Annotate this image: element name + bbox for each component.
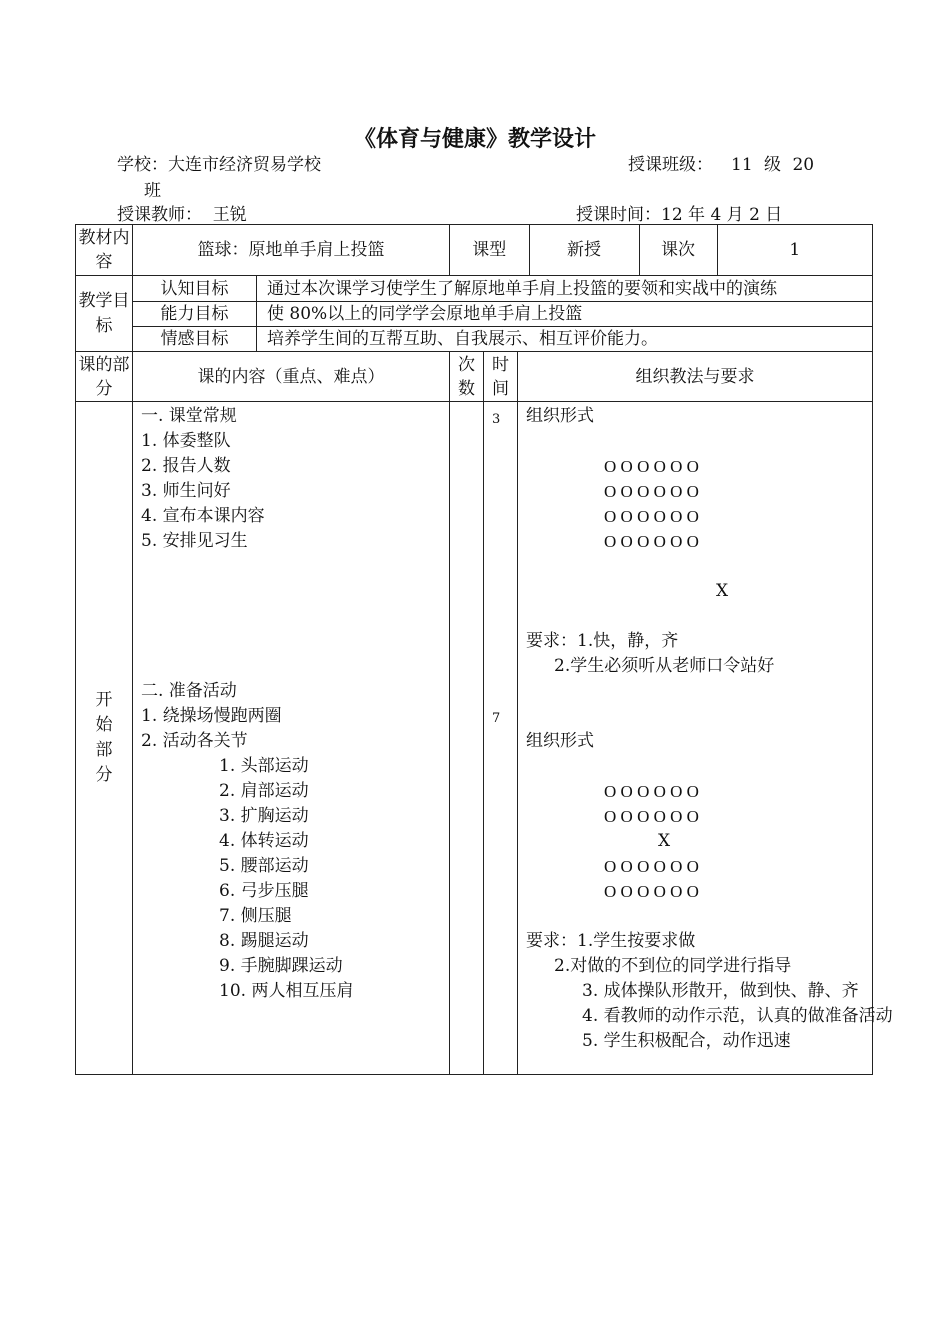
content-cell bbox=[133, 402, 450, 1075]
content-line: 5. 安排见习生 bbox=[141, 531, 248, 551]
duration-1: 3 bbox=[492, 412, 501, 427]
requirement: 要求：1.学生按要求做 bbox=[526, 931, 696, 951]
goal-name-3: 情感目标 bbox=[133, 327, 257, 352]
duration-cell bbox=[484, 402, 518, 1075]
formation-row: O O O O O O bbox=[604, 857, 699, 876]
content-line: 一. 课堂常规 bbox=[141, 406, 237, 426]
school: 学校：大连市经济贸易学校 bbox=[117, 155, 321, 175]
goal-name-1: 认知目标 bbox=[133, 276, 257, 302]
class-label: 授课班级： bbox=[628, 155, 713, 175]
teacher: 授课教师： 王锐 bbox=[117, 205, 247, 225]
class-wrap: 班 bbox=[144, 181, 161, 201]
joint-exercise-item: 8. 踢腿运动 bbox=[219, 931, 309, 951]
col-content: 课的内容（重点、难点） bbox=[133, 352, 450, 402]
content-line: 4. 宣布本课内容 bbox=[141, 506, 265, 526]
org-form-1: 组织形式 bbox=[526, 406, 595, 426]
goals-label: 教学目标 bbox=[76, 276, 133, 352]
joint-exercise-item: 3. 扩胸运动 bbox=[219, 806, 309, 826]
joint-exercise-item: 10. 两人相互压肩 bbox=[219, 981, 354, 1001]
content-line: 3. 师生问好 bbox=[141, 481, 231, 501]
formation-row: O O O O O O bbox=[604, 507, 699, 526]
count-value: 1 bbox=[789, 240, 801, 260]
org-form-2: 组织形式 bbox=[526, 731, 595, 751]
requirement: 要求：1.快，静，齐 bbox=[526, 631, 679, 651]
goal-text-2: 使 80%以上的同学学会原地单手肩上投篮 bbox=[257, 302, 873, 327]
count-label: 课次 bbox=[639, 225, 717, 275]
content-line: 1. 绕操场慢跑两圈 bbox=[141, 706, 282, 726]
material-content-cell: 篮球：原地单手肩上投篮 bbox=[133, 225, 450, 276]
joint-exercise-item: 9. 手腕脚踝运动 bbox=[219, 956, 343, 976]
blank-line bbox=[141, 579, 449, 604]
requirement: 5. 学生积极配合，动作迅速 bbox=[582, 1031, 791, 1051]
part-start: 开始部分 bbox=[76, 402, 133, 1075]
requirement: 2.对做的不到位的同学进行指导 bbox=[554, 956, 792, 976]
joint-exercise-item: 5. 腰部运动 bbox=[219, 856, 309, 876]
formation-row: O O O O O O bbox=[604, 482, 699, 501]
joint-exercise-item: 1. 头部运动 bbox=[219, 756, 309, 776]
formation-row: O O O O O O bbox=[604, 882, 699, 901]
col-method: 组织教法与要求 bbox=[518, 352, 873, 402]
col-part: 课的部分 bbox=[76, 352, 133, 402]
teacher-mark: X bbox=[716, 581, 729, 601]
col-times: 次数 bbox=[450, 352, 484, 402]
duration-2: 7 bbox=[492, 711, 501, 726]
formation-row: O O O O O O bbox=[604, 782, 699, 801]
type-label: 课型 bbox=[450, 225, 529, 275]
method-cell bbox=[518, 402, 893, 1075]
goal-text-3: 培养学生间的互帮互助、自我展示、相互评价能力。 bbox=[257, 327, 873, 352]
joint-exercise-item: 7. 侧压腿 bbox=[219, 906, 292, 926]
joint-exercise-item: 4. 体转运动 bbox=[219, 831, 309, 851]
blank-line bbox=[141, 554, 449, 579]
formation-row: O O O O O O bbox=[604, 457, 699, 476]
goal-text-1: 通过本次课学习使学生了解原地单手肩上投篮的要领和实战中的演练 bbox=[257, 276, 873, 302]
formation-row: O O O O O O bbox=[604, 807, 699, 826]
class-value: 11 级 20 bbox=[731, 155, 815, 175]
requirement: 2.学生必须听从老师口令站好 bbox=[554, 656, 775, 676]
formation-row: O O O O O O bbox=[604, 532, 699, 551]
goal-name-2: 能力目标 bbox=[133, 302, 257, 327]
blank-line bbox=[141, 654, 449, 679]
blank-line bbox=[141, 604, 449, 629]
content-line: 2. 报告人数 bbox=[141, 456, 231, 476]
requirement: 4. 看教师的动作示范，认真的做准备活动 bbox=[582, 1006, 893, 1026]
type-value: 新授 bbox=[529, 225, 639, 275]
lesson-time: 授课时间：12 年 4 月 2 日 bbox=[576, 205, 783, 225]
joint-exercise-item: 2. 肩部运动 bbox=[219, 781, 309, 801]
content-line: 2. 活动各关节 bbox=[141, 731, 248, 751]
joint-exercise-item: 6. 弓步压腿 bbox=[219, 881, 309, 901]
times-cell bbox=[450, 402, 484, 1075]
col-duration: 时间 bbox=[484, 352, 518, 402]
blank-line bbox=[141, 629, 449, 654]
content-line: 1. 体委整队 bbox=[141, 431, 231, 451]
requirement: 3. 成体操队形散开，做到快、静、齐 bbox=[582, 981, 859, 1001]
content-line: 二. 准备活动 bbox=[141, 681, 237, 701]
teacher-mark: X bbox=[658, 831, 671, 851]
lesson-grid bbox=[75, 224, 893, 1075]
page-title: 《体育与健康》教学设计 bbox=[353, 127, 596, 152]
material-label-cell: 教材内容 bbox=[76, 225, 133, 276]
